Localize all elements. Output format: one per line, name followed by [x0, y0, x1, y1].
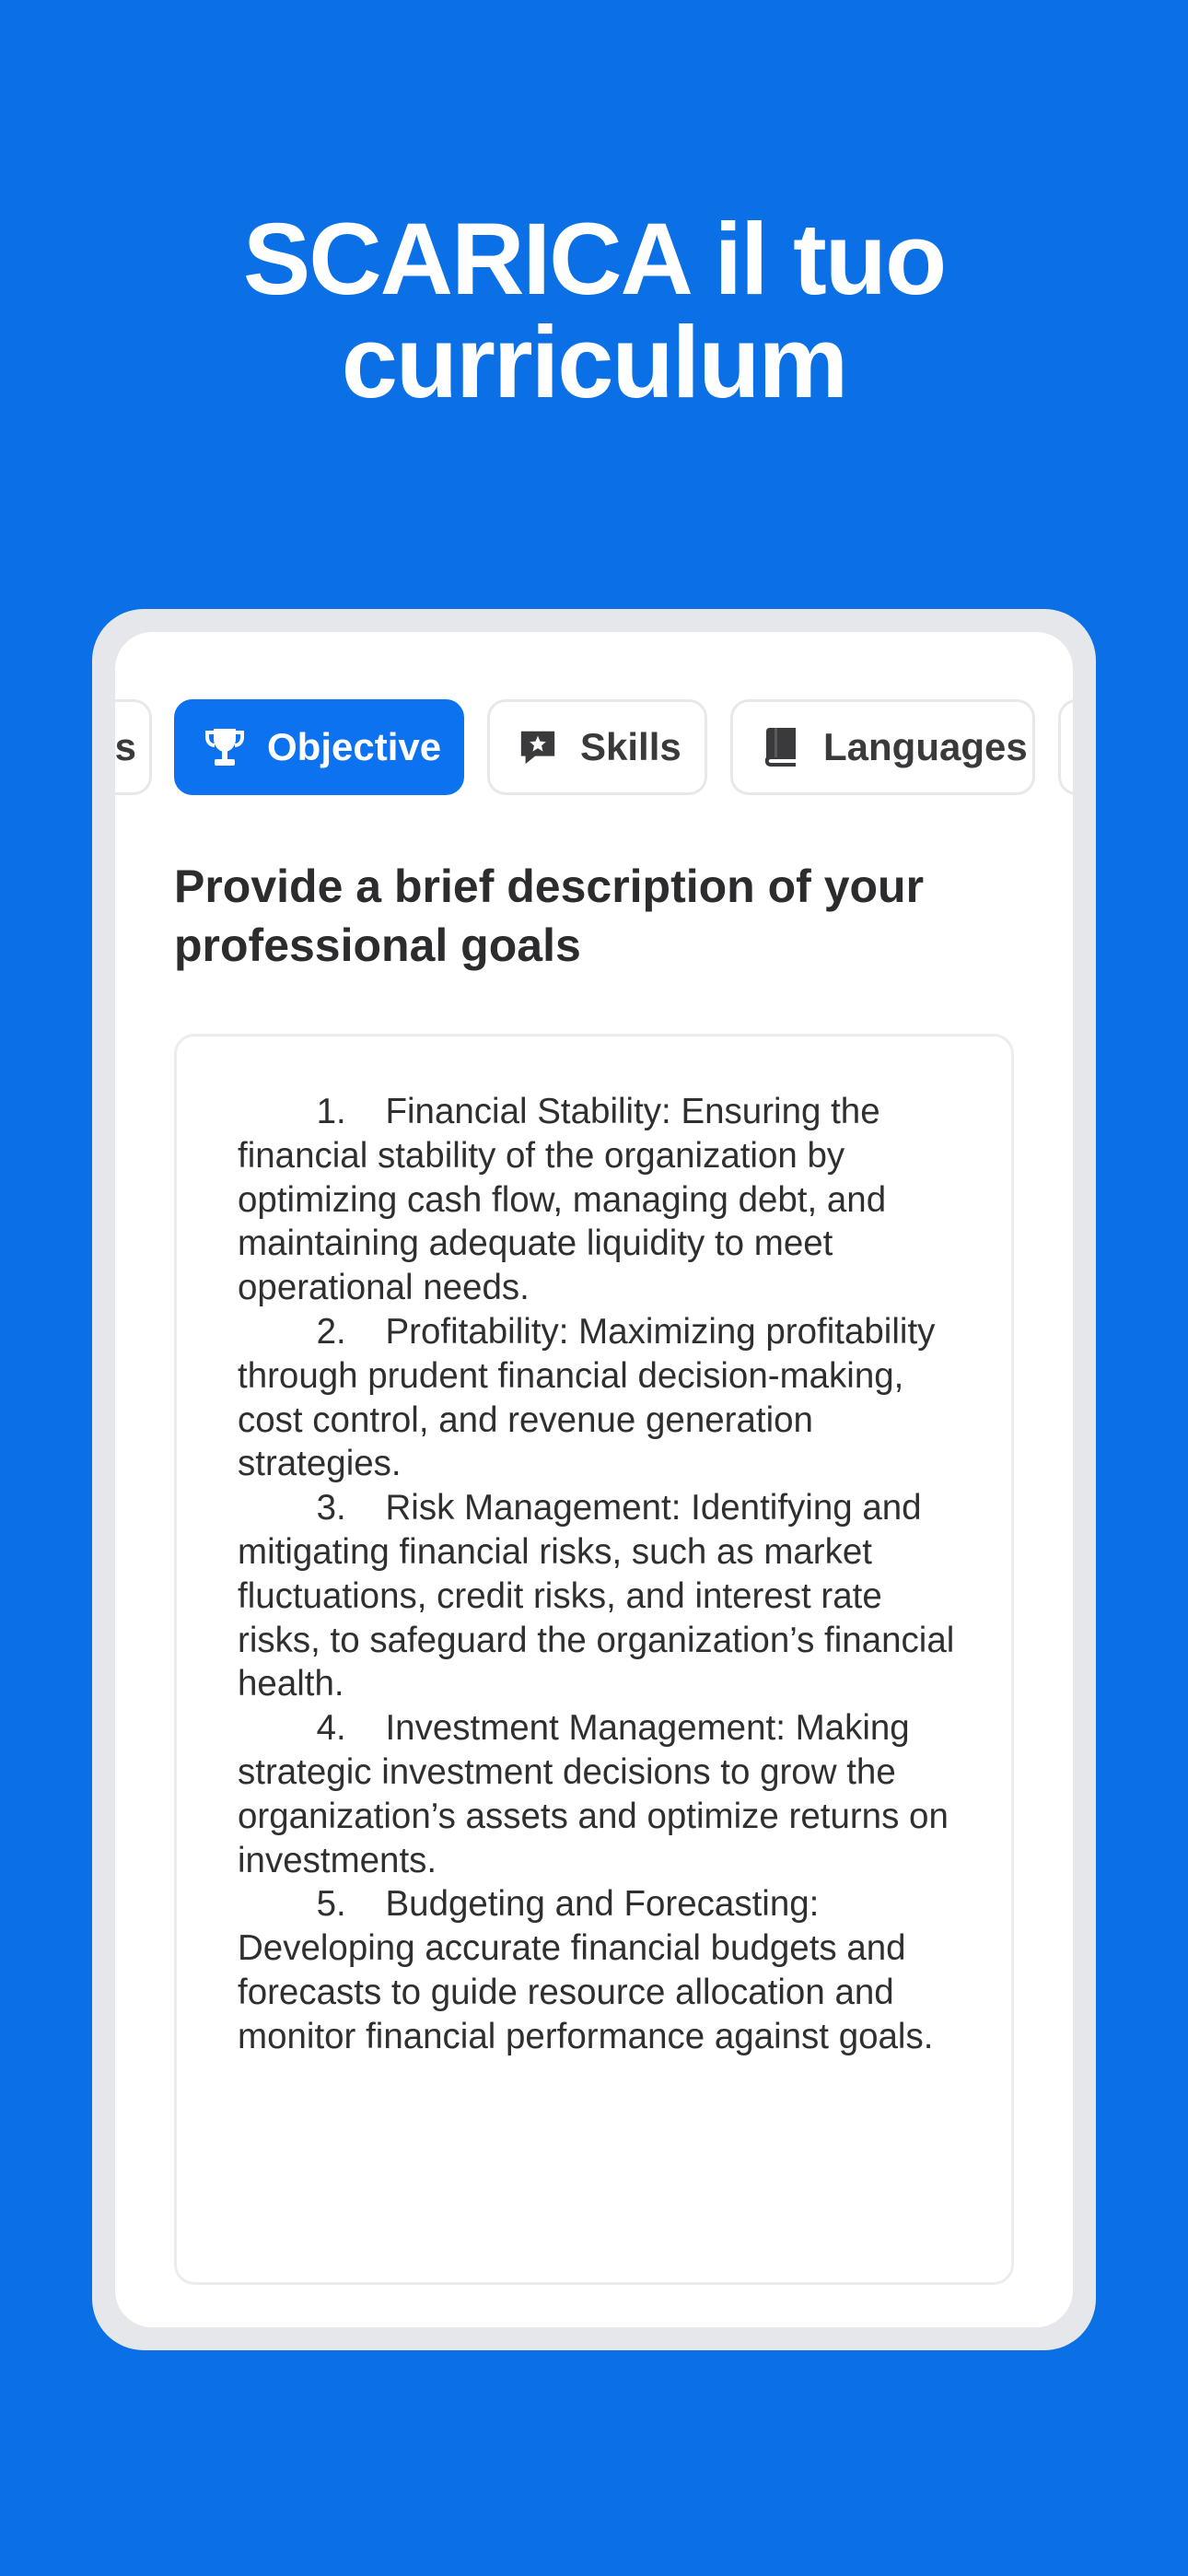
headline-line-2: curriculum [341, 306, 847, 419]
tab-previous[interactable] [115, 699, 152, 795]
headline [0, 203, 1188, 419]
tab-bar [115, 632, 1073, 816]
objective-text: 1. Financial Stability: Ensuring the financial stability of the organization by optimizing cash flow, managing debt, and maintaining adequate liquidity to meet operational needs. 2. Profitability: Maximizing profitability through prudent financial decision-making, cost control, and revenue generation strategies. 3. Risk Management: Identifying and mitigating financial risks, such as market fluctuations, credit risks, and interest rate risks, to safeguard the organization’s financial health. 4. Investment Management: Making strategic investment decisions to grow the organization’s assets and optimize returns on investments. 5. Budgeting and Forecasting: Developing accurate financial budgets and forecasts to guide resource allocation and monitor financial performance against goals. [238, 1092, 955, 2056]
tab-objective[interactable] [174, 699, 464, 795]
star-chat-icon [518, 727, 558, 767]
objective-text-area[interactable] [174, 1034, 1014, 2285]
question-heading: Provide a brief description of your professional goals [174, 861, 925, 971]
tab-objective-label: Objective [267, 725, 442, 768]
tab-languages-label: Languages [823, 725, 1028, 768]
tab-languages[interactable] [730, 699, 1035, 795]
tab-skills[interactable] [487, 699, 707, 795]
headline-line-1: SCARICA il tuo [242, 203, 946, 316]
tab-previous-label: s [115, 725, 136, 768]
tab-skills-label: Skills [580, 725, 681, 768]
trophy-icon [204, 727, 245, 767]
tab-next[interactable] [1058, 699, 1073, 795]
book-icon [761, 727, 801, 767]
